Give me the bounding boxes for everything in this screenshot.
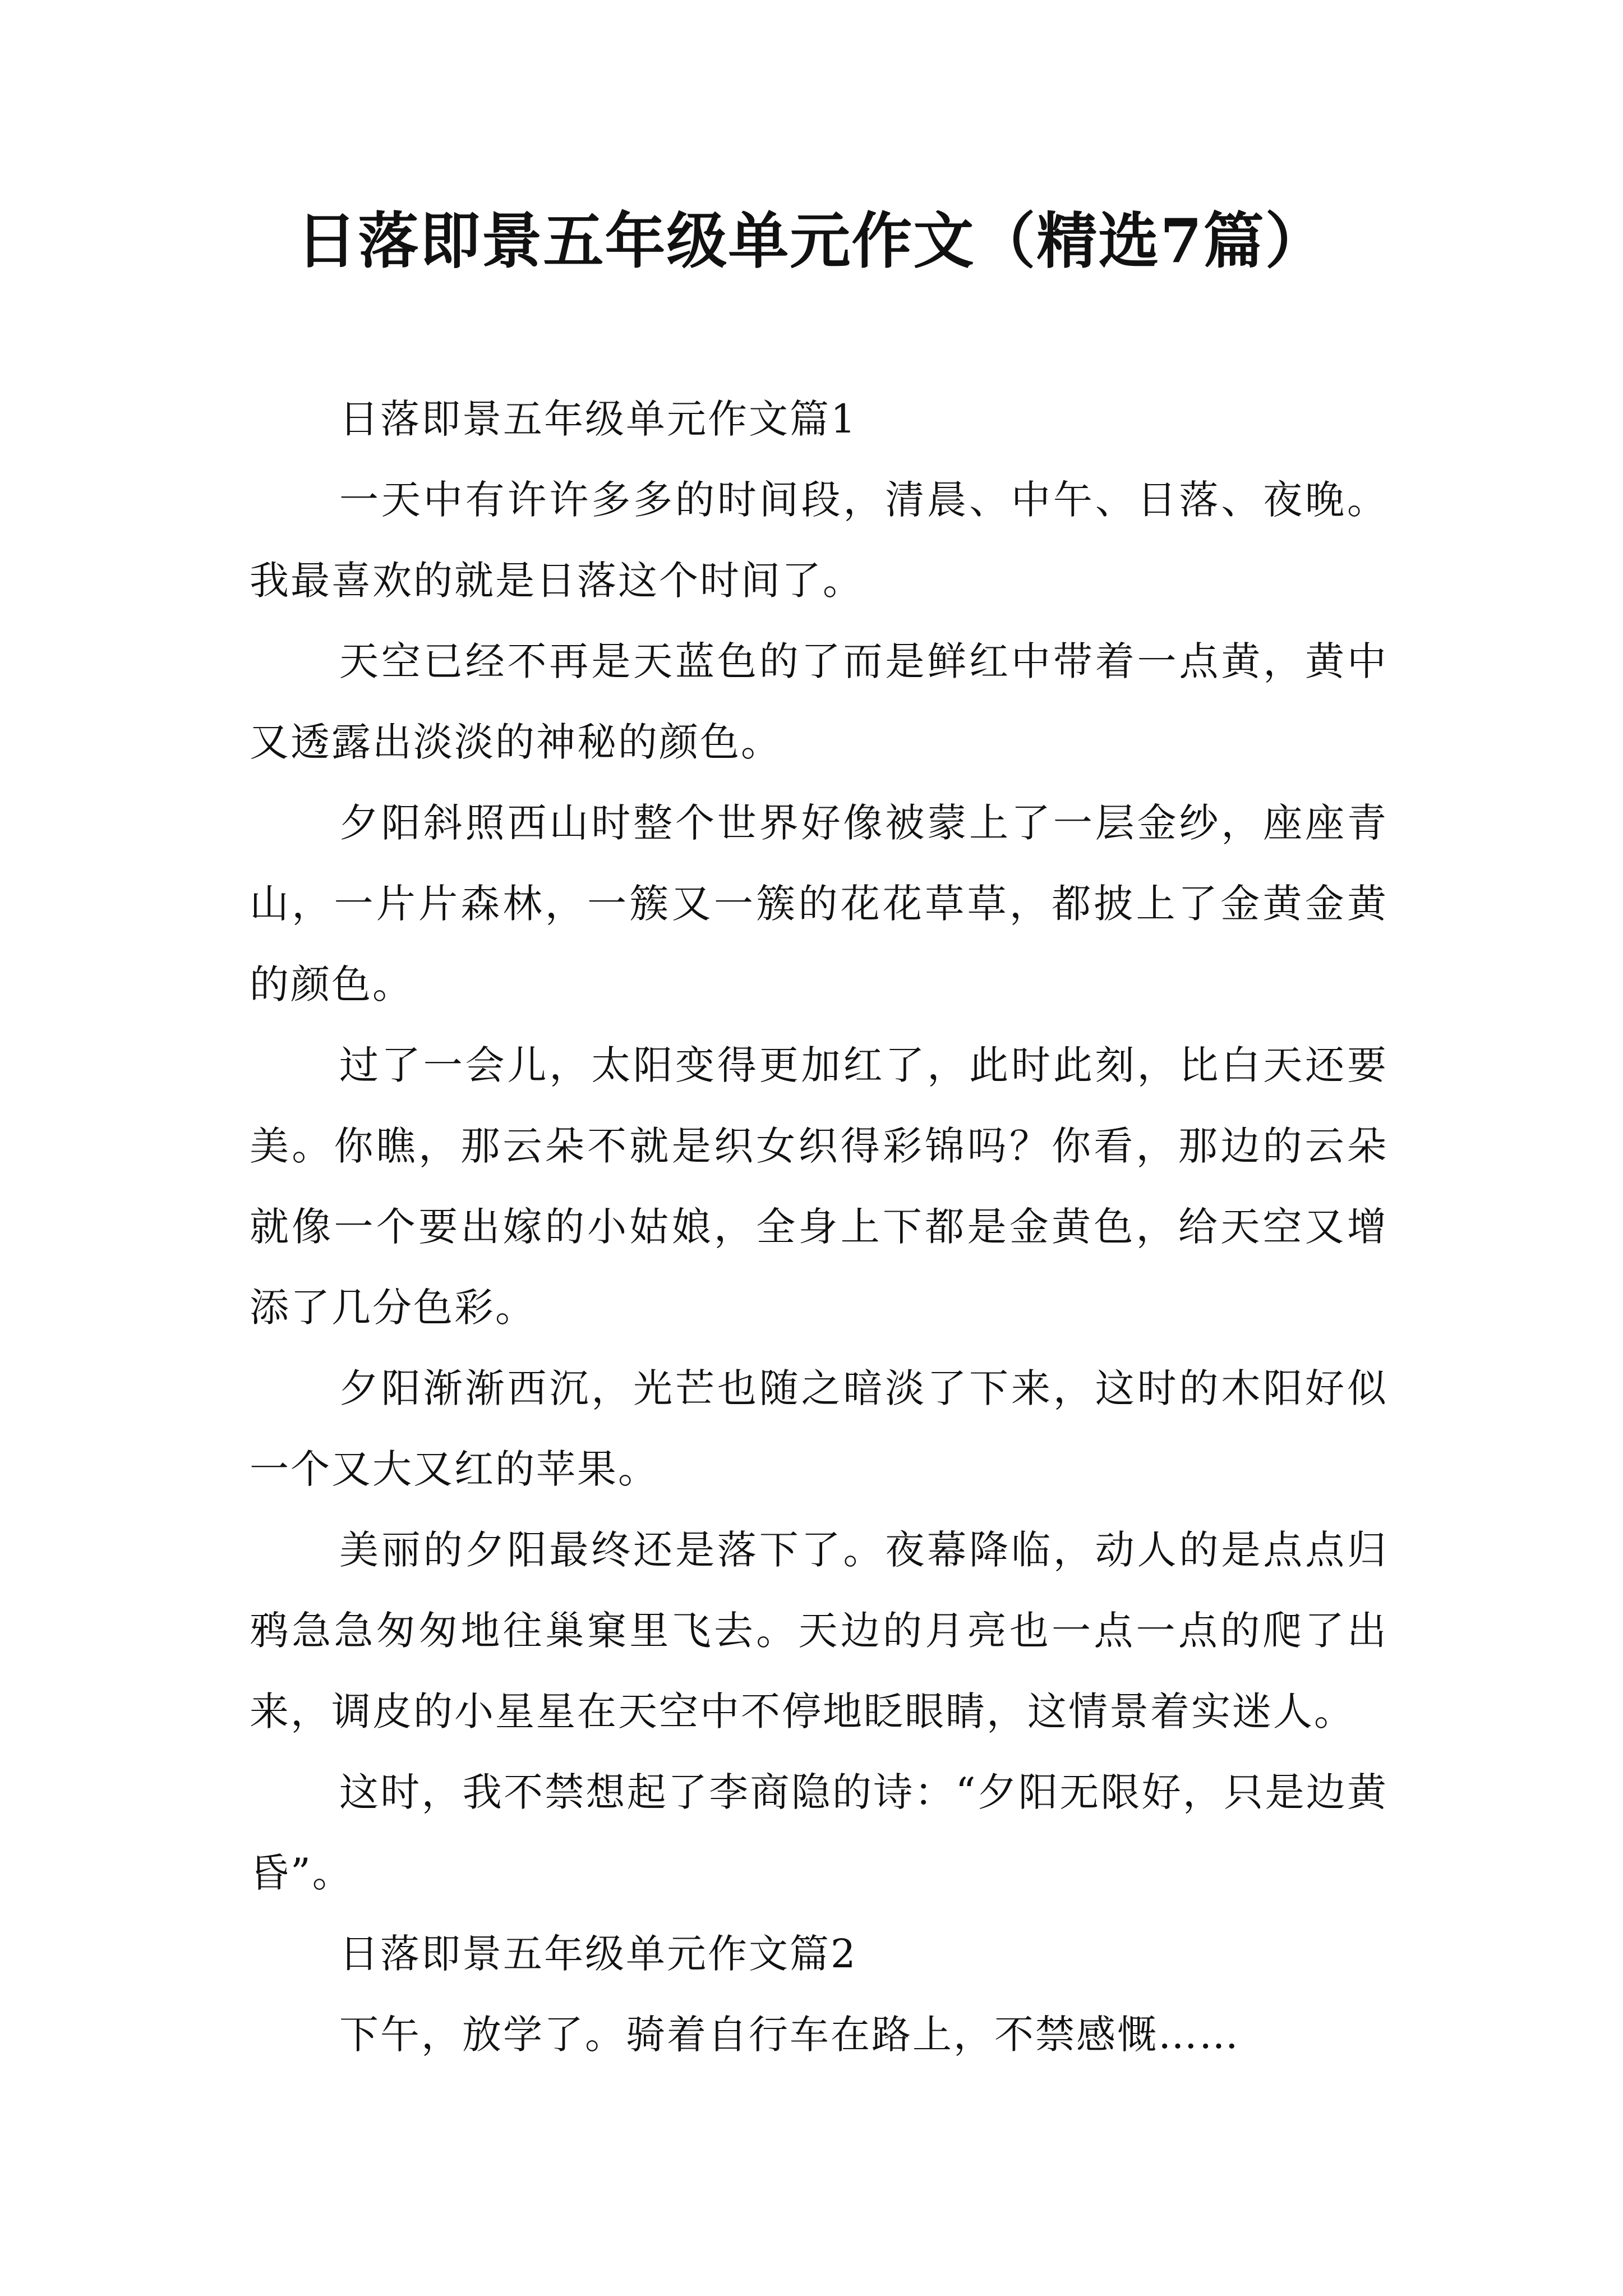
paragraph: 下午，放学了。骑着自行车在路上，不禁感慨……: [339, 2012, 1240, 2058]
paragraph: 一天中有许许多多的时间段，清晨、中午、日落、夜晚。我最喜欢的就是日落这个时间了。: [250, 477, 1388, 604]
section-heading-1: 日落即景五年级单元作文篇1: [339, 396, 857, 442]
section-heading-2: 日落即景五年级单元作文篇2: [339, 1931, 857, 1977]
document-body: [250, 379, 1388, 2075]
paragraph: 这时，我不禁想起了李商隐的诗：“夕阳无限好，只是边黄昏”。: [250, 1769, 1388, 1896]
paragraph: 夕阳渐渐西沉，光芒也随之暗淡了下来，这时的木阳好似一个又大又红的苹果。: [250, 1365, 1388, 1492]
paragraph: 过了一会儿，太阳变得更加红了，此时此刻，比白天还要美。你瞧，那云朵不就是织女织得彩锦吗？你看，那边的云朵就像一个要出嫁的小姑娘，全身上下都是金黄色，给天空又增添了几分色彩。: [250, 1042, 1388, 1331]
paragraph: 美丽的夕阳最终还是落下了。夜幕降临，动人的是点点归鸦急急匆匆地往巢窠里飞去。天边的月亮也一点一点的爬了出来，调皮的小星星在天空中不停地眨眼睛，这情景着实迷人。: [250, 1527, 1388, 1734]
paragraph: 夕阳斜照西山时整个世界好像被蒙上了一层金纱，座座青山，一片片森林，一簇又一簇的花花草草，都披上了金黄金黄的颜色。: [250, 800, 1388, 1007]
document-title: 日落即景五年级单元作文（精选7篇）: [296, 206, 1327, 277]
paragraph: 天空已经不再是天蓝色的了而是鲜红中带着一点黄，黄中又透露出淡淡的神秘的颜色。: [250, 638, 1388, 765]
